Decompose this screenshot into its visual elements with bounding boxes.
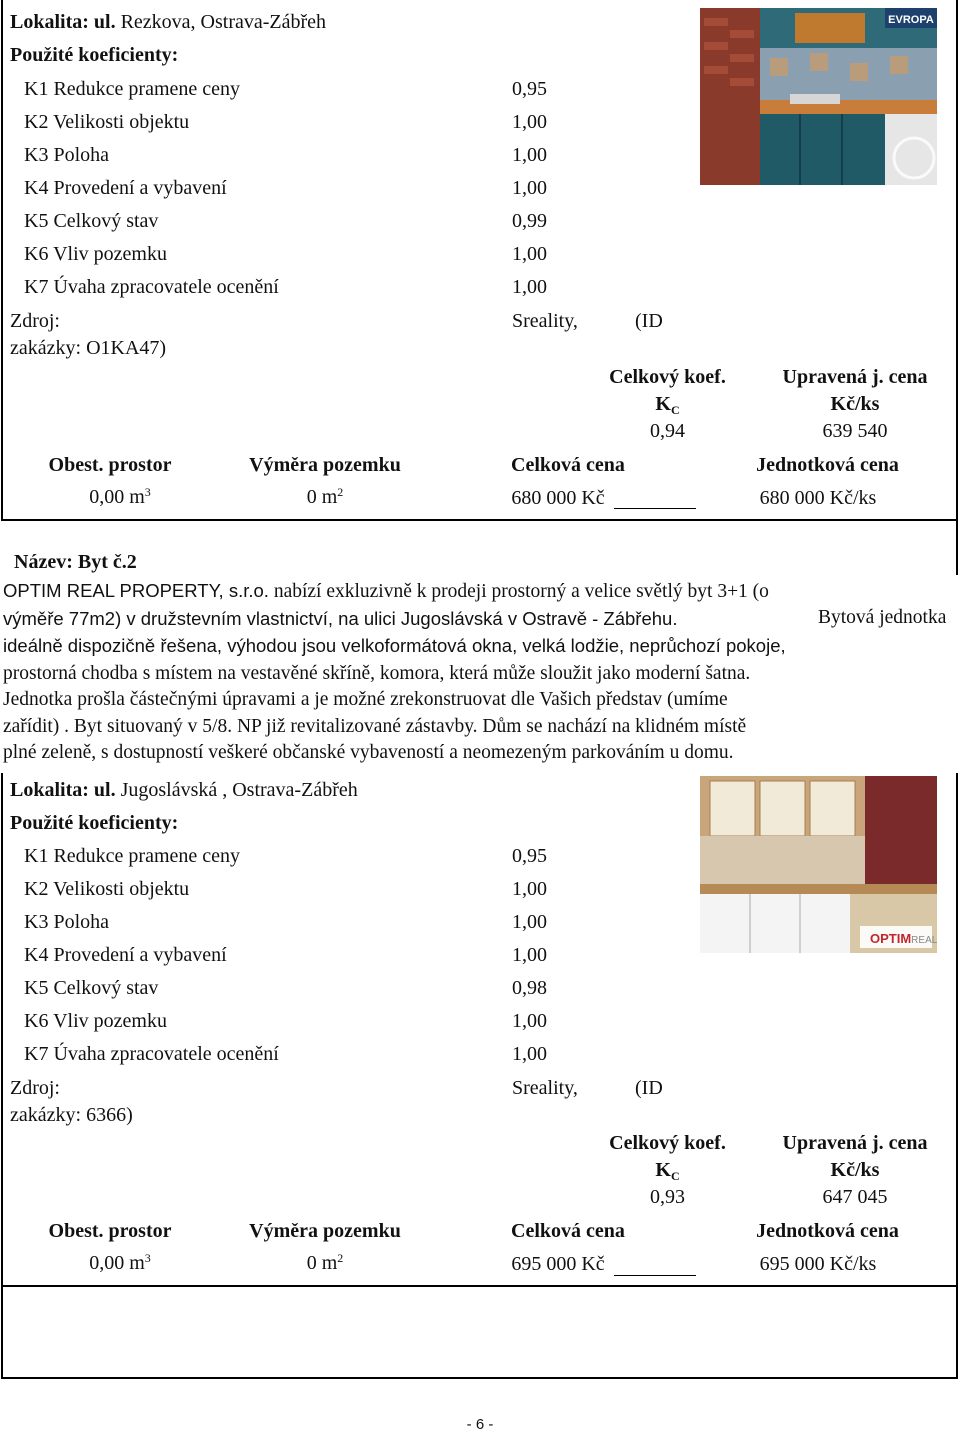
description-line: prostorná chodba s místem na vestavěné skříně, komora, která může sloužit jako moderní šatna. <box>3 662 751 684</box>
section-divider <box>1 1285 958 1287</box>
description-line: ideálně dispozičně řešena, výhodou jsou velkoformátová okna, velká lodžie, neprůchozí pokoje, <box>3 635 786 656</box>
photo-watermark: EVROPA <box>888 14 934 26</box>
koef-label: K6 Vliv pozemku <box>24 1010 167 1032</box>
header-jednotkova: Jednotková cena <box>756 454 899 476</box>
koef-label: K3 Poloha <box>24 144 109 166</box>
koef-label: K4 Provedení a vybavení <box>24 177 227 199</box>
description-line: zařídit) . Byt situovaný v 5/8. NP již revitalizované zástavby. Dům se nachází na klidném místě <box>3 715 747 737</box>
header-vymera: Výměra pozemku <box>249 454 401 476</box>
nazev: Název: Byt č.2 <box>14 551 137 573</box>
koef-value: 1,00 <box>512 243 547 265</box>
property-photo <box>700 8 937 185</box>
description-line: OPTIM REAL PROPERTY, s.r.o. nabízí exkluzivně k prodeji prostorný a velice světlý byt 3+1 (o <box>3 580 769 602</box>
koef-label: K1 Redukce pramene ceny <box>24 78 241 100</box>
frame-left-line <box>1 773 3 1379</box>
koef-value: 0,98 <box>512 977 547 999</box>
upravena-unit: Kč/ks <box>830 393 880 415</box>
zdroj-id: (ID <box>635 1077 663 1099</box>
koef-label: K1 Redukce pramene ceny <box>24 845 241 867</box>
koef-value: 1,00 <box>512 878 547 900</box>
company-name: OPTIM REAL PROPERTY, s.r.o. <box>3 580 269 601</box>
koef-label: K2 Velikosti objektu <box>24 111 190 133</box>
header-obest: Obest. prostor <box>48 1220 172 1242</box>
koef-value: 1,00 <box>512 944 547 966</box>
koef-value: 1,00 <box>512 177 547 199</box>
description-line: Jednotka prošla částečnými úpravami a je možné zrekonstruovat dle Vašich představ (umíme <box>3 689 728 710</box>
upravena-unit: Kč/ks <box>830 1159 880 1181</box>
zdroj-label: Zdroj: <box>10 310 60 332</box>
koef-value: 0,99 <box>512 210 547 232</box>
header-jednotkova: Jednotková cena <box>756 1220 899 1242</box>
kc-label: $K_C$ <box>655 393 680 417</box>
koef-label: K7 Úvaha zpracovatele ocenění <box>24 276 279 298</box>
lokalita: Lokalita: ul. Rezkova, Ostrava-Zábřeh <box>10 11 327 33</box>
frame-left-line <box>1 0 3 520</box>
header-celkova: Celková cena <box>511 1220 625 1242</box>
celkovy-koef-label: Celkový koef. <box>609 1132 726 1154</box>
header-obest: Obest. prostor <box>48 454 172 476</box>
koef-value: 1,00 <box>512 911 547 933</box>
kc-label: $K_C$ <box>655 1159 680 1183</box>
upravena-label: Upravená j. cena <box>782 1132 928 1154</box>
celkova-value: 680 000 Kč <box>511 487 605 509</box>
koef-value: 1,00 <box>512 276 547 298</box>
table-underline <box>614 508 696 509</box>
zakazka: zakázky: O1KA47) <box>10 337 167 359</box>
page-number: - 6 - <box>466 1416 494 1433</box>
celkovy-koef-value: 0,93 <box>650 1186 685 1208</box>
celkovy-koef-value: 0,94 <box>650 420 685 442</box>
header-vymera: Výměra pozemku <box>249 1220 401 1242</box>
obest-value: 0,00 $m^3$ <box>89 485 151 508</box>
frame-right-line <box>956 0 958 575</box>
description-line: výměře 77m2) v družstevním vlastnictví, na ulici Jugoslávská v Ostravě - Zábřehu. <box>3 607 678 629</box>
koef-label: K5 Celkový stav <box>24 210 159 232</box>
koef-label: K5 Celkový stav <box>24 977 159 999</box>
koef-value: 0,95 <box>512 78 547 100</box>
koef-heading: Použité koeficienty: <box>10 44 179 66</box>
property-photo <box>700 776 937 953</box>
koef-label: K2 Velikosti objektu <box>24 878 190 900</box>
celkova-value: 695 000 Kč <box>511 1253 605 1275</box>
header-celkova: Celková cena <box>511 454 625 476</box>
zdroj-value: Sreality, <box>512 1077 578 1099</box>
description-line: plné zeleně, s dostupností veškeré občanské vybaveností a neomezeným parkováním u domu. <box>3 742 734 763</box>
upravena-value: 639 540 <box>822 420 888 442</box>
koef-value: 0,95 <box>512 845 547 867</box>
zdroj-label: Zdroj: <box>10 1077 60 1099</box>
koef-label: K3 Poloha <box>24 911 109 933</box>
kitchen-photo-image <box>700 776 937 953</box>
zdroj-value: Sreality, <box>512 310 578 332</box>
koef-label: K4 Provedení a vybavení <box>24 944 227 966</box>
kitchen-photo-image <box>700 8 937 185</box>
zakazka: zakázky: 6366) <box>10 1104 133 1126</box>
koef-value: 1,00 <box>512 144 547 166</box>
photo-logo-suffix: REAL <box>911 935 937 946</box>
frame-bottom-line <box>1 1377 958 1379</box>
celkovy-koef-label: Celkový koef. <box>609 366 726 388</box>
koef-value: 1,00 <box>512 1043 547 1065</box>
jednotkova-value: 695 000 Kč/ks <box>759 1253 877 1275</box>
koef-heading: Použité koeficienty: <box>10 812 179 834</box>
koef-value: 1,00 <box>512 111 547 133</box>
zdroj-id: (ID <box>635 310 663 332</box>
upravena-value: 647 045 <box>822 1186 888 1208</box>
obest-value: 0,00 $m^3$ <box>89 1251 151 1274</box>
lokalita: Lokalita: ul. Jugoslávská , Ostrava-Zábřeh <box>10 779 358 801</box>
photo-logo: OPTIM <box>870 931 912 946</box>
section-divider <box>1 519 958 521</box>
koef-value: 1,00 <box>512 1010 547 1032</box>
description: OPTIM REAL PROPERTY, s.r.o. nabízí exkluzivně k prodeji prostorný a velice světlý byt 3+1 (o výměře 77m2) v družstevním vlastnictví, na ulici Jugoslávská v Ostravě - Zábřehu. Bytová jednotka ideálně dispozičně řešena, výhodou jsou velkoformátová okna, velká lodžie, neprůchozí pokoje, prostorná chodba s místem na vestavěné skříně, komora, která může sloužit jako moderní šatna. Jednotka prošla částečnými úpravami a je možné zrekonstruovat dle Vašich představ (umíme zařídit) . Byt situovaný v 5/8. NP již revitalizované zástavby. Dům se nachází na klidném místě plné zeleně, s dostupností veškeré občanské vybaveností a neomezeným parkováním u domu. <box>3 578 957 767</box>
koef-label: K6 Vliv pozemku <box>24 243 167 265</box>
upravena-label: Upravená j. cena <box>782 366 928 388</box>
vymera-value: 0 $m^2$ <box>306 1251 344 1274</box>
jednotkova-value: 680 000 Kč/ks <box>759 487 877 509</box>
frame-right-line <box>956 773 958 1379</box>
koef-label: K7 Úvaha zpracovatele ocenění <box>24 1043 279 1065</box>
table-underline <box>614 1275 696 1276</box>
vymera-value: 0 $m^2$ <box>306 485 344 508</box>
